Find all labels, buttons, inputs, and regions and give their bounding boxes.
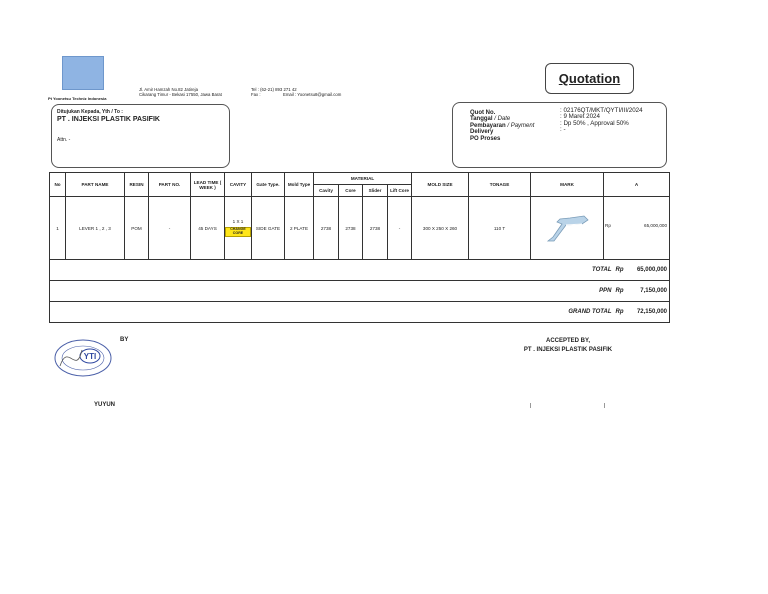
header-material-lift-core: Lift Core — [388, 185, 412, 197]
header-mark: MARK — [531, 173, 604, 197]
header-material-core: Core — [339, 185, 363, 197]
ppn-value: 7,150,000 — [632, 281, 670, 302]
table-row — [50, 197, 670, 260]
amount-value: 65,000,000 — [644, 223, 668, 228]
header-part-no: PART NO. — [149, 173, 191, 197]
date-label-id: Tanggal — [470, 116, 493, 123]
date-value: : 9 Maret 2024 — [560, 113, 600, 121]
quotation-table — [49, 172, 670, 260]
total-value: 65,000,000 — [632, 260, 670, 281]
cavity-value: 1 X 1 — [232, 219, 244, 225]
cell-gate-type: SIDE GATE — [252, 197, 285, 260]
delivery-label: Delivery — [470, 129, 494, 136]
cell-part-name: LEVER 1 , 2 , 3 — [66, 197, 125, 260]
change-core-note: CHANGE CORE — [225, 227, 251, 237]
cell-material-core: 2738 — [339, 197, 363, 260]
header-material-slider: Slider — [363, 185, 388, 197]
cell-no: 1 — [50, 197, 66, 260]
recipient-box — [51, 104, 230, 168]
company-email: Email : Yoonetsu8@gmail.com — [282, 92, 342, 97]
cell-material-lift-core: - — [388, 197, 412, 260]
company-tel: Tel : (62-21) 893 271 42 — [251, 87, 297, 92]
delivery-value: : - — [560, 126, 566, 134]
address-line-1: Jl. Amir Hamzah No.82 Jatireja — [139, 87, 198, 92]
quot-no-label: Quot No. — [470, 110, 496, 116]
company-name: Pt Yoonetsu Techniz Indonesia — [48, 96, 107, 101]
totals-table — [49, 259, 670, 323]
header-no: No — [50, 173, 66, 197]
header-mold-size: MOLD SIZE — [412, 173, 469, 197]
po-label: PO Proses — [470, 135, 501, 142]
cell-resin: POM — [125, 197, 149, 260]
quotation-info-box — [452, 102, 667, 168]
header-material-cavity: Cavity — [314, 185, 339, 197]
cell-mold-type: 2 PLATE — [285, 197, 314, 260]
ppn-label: PPN — [50, 281, 616, 302]
header-mold-type: Mold Type — [285, 173, 314, 197]
total-currency: Rp — [616, 260, 632, 281]
signature-mark-left — [530, 403, 531, 408]
company-fax-email — [251, 92, 341, 97]
cell-mold-size: 300 X 250 X 260 — [412, 197, 469, 260]
company-address — [139, 87, 222, 97]
ppn-currency: Rp — [616, 281, 632, 302]
cell-tonage: 110 T — [469, 197, 531, 260]
payment-label-en: / Payment — [507, 122, 535, 129]
header-gate-type: Gate Type. — [252, 173, 285, 197]
document-title: Quotation — [545, 63, 634, 94]
date-label-en: / Date — [494, 116, 511, 123]
stamp-text: YTI — [83, 352, 97, 361]
header-cavity: CAVITY — [225, 173, 252, 197]
address-line-2: Cikarang Timur - Bekasi 17550, Jawa Barat — [139, 92, 222, 97]
cell-mark — [531, 197, 604, 260]
cell-amount — [604, 197, 670, 260]
signer-name: YUYUN — [94, 402, 116, 408]
cell-material-cavity: 2738 — [314, 197, 339, 260]
accepted-by-company: PT . INJEKSI PLASTIK PASIFIK — [523, 347, 613, 353]
header-amount: A — [604, 173, 670, 197]
accepted-by-label: ACCEPTED BY, — [545, 338, 590, 344]
recipient-attn: Attn. - — [57, 137, 71, 143]
header-material: MATERIAL — [314, 173, 412, 185]
ppn-row — [50, 281, 670, 302]
payment-value: : Dp 50% , Approval 50% — [560, 119, 629, 127]
quot-no-value: : 02176QT/MKT/QYTI/III/2024 — [560, 107, 643, 114]
info-labels — [470, 110, 534, 142]
cell-cavity — [225, 197, 252, 260]
header-tonage: TONAGE — [469, 173, 531, 197]
signature-mark-right — [604, 403, 605, 408]
grand-total-label: GRAND TOTAL — [50, 302, 616, 323]
grand-total-currency: Rp — [616, 302, 632, 323]
company-stamp — [52, 336, 114, 380]
total-row — [50, 260, 670, 281]
recipient-label: Ditujukan Kepada, Yth / To : — [57, 109, 123, 115]
header-lead-time: LEAD TIME ( WEEK ) — [191, 173, 225, 197]
part-image — [542, 211, 592, 245]
info-values — [560, 108, 643, 134]
header-resin: RESIN — [125, 173, 149, 197]
grand-total-row — [50, 302, 670, 323]
company-contact — [251, 87, 341, 97]
company-fax: Fax : — [251, 92, 261, 97]
cell-material-slider: 2738 — [363, 197, 388, 260]
grand-total-value: 72,150,000 — [632, 302, 670, 323]
header-part-name: PART NAME — [66, 173, 125, 197]
total-label: TOTAL — [50, 260, 616, 281]
cell-part-no: - — [149, 197, 191, 260]
company-logo — [62, 56, 104, 90]
accepted-by — [520, 337, 616, 355]
cell-lead-time: 45 DAYS — [191, 197, 225, 260]
amount-currency: Rp — [605, 223, 611, 228]
payment-label-id: Pembayaran — [470, 122, 506, 129]
recipient-name: PT . INJEKSI PLASTIK PASIFIK — [57, 116, 160, 123]
by-label: BY — [120, 337, 129, 343]
